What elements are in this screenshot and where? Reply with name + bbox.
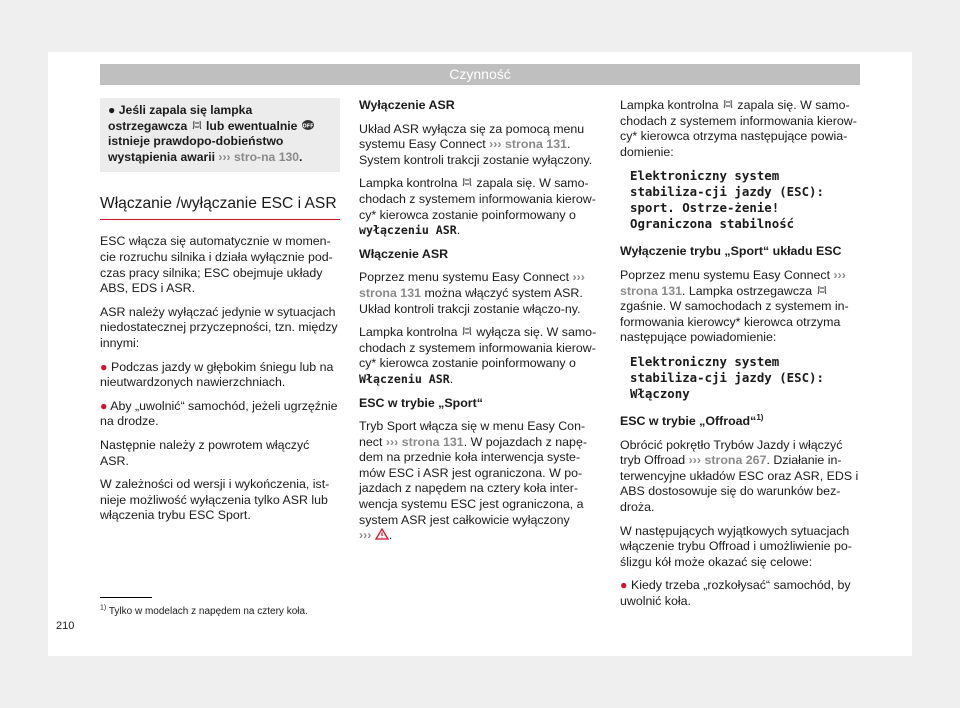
note-ref-arrows[interactable]: ››› [218, 149, 231, 164]
footnote-text: Tylko w modelach z napędem na cztery koła. [108, 606, 308, 617]
paragraph [620, 438, 860, 516]
paragraph: W następujących wyjątkowych sytuacjach włączenie trybu Offroad i umożliwienie po-ślizgu kół może okazać się celowe: [620, 523, 852, 569]
esc-warning-lamp-icon [461, 176, 473, 188]
column-3 [620, 98, 860, 617]
text: można włączyć system ASR. Układ kontroli trakcji zostanie włączo-ny. [359, 285, 583, 316]
bullet-text: Aby „uwolnić“ samochód, jeżeli ugrzęźnie na drodze. [100, 398, 338, 429]
text: zapala się. W samo-chodach z systemem informowania kierow-cy* kierowca zostanie poinformowany o [359, 176, 596, 222]
text: zgaśnie. W samochodach z systemem in-formowania kierowcy* kierowca otrzyma następujące powiadomienie: [620, 299, 849, 345]
esc-warning-lamp-icon [816, 284, 828, 296]
text: . Lampka ostrzegawcza [681, 283, 813, 298]
text: Obrócić pokrętło Trybów Jazdy i włączyć tryb Offroad [620, 437, 843, 468]
esc-warning-lamp-icon [461, 325, 473, 337]
esc-off-lamp-icon [301, 119, 315, 131]
text: zapala się. W samo-chodach z systemem informowania kierow-cy* kierowca otrzyma następujące powia-domienie: [620, 98, 857, 159]
text: ESC w trybie „Offroad“ [620, 413, 757, 428]
paragraph: ESC włącza się automatycznie w momen-cie rozruchu silnika i działa wyłącznie pod-czas pracy silnika; ESC obejmuje układy ABS, EDS i ASR. [100, 234, 333, 296]
warning-note-box [100, 98, 340, 172]
page-ref-link[interactable]: ››› strona 131 [620, 267, 846, 298]
display-message: Włączeniu ASR [359, 371, 450, 386]
svg-text:OFF: OFF [302, 123, 314, 130]
text: wyłącza się. W samo-chodach z systemem informowania kierow-cy* kierowca zostanie poinformowany o [359, 325, 597, 371]
warning-ref-arrows[interactable]: ››› [359, 528, 372, 543]
paragraph [359, 419, 599, 544]
display-message: wyłączeniu ASR [359, 223, 457, 238]
text: Poprzez menu systemu Easy Connect [620, 267, 831, 282]
subheading: ESC w trybie „Sport“ [359, 395, 483, 410]
bullet-item [100, 360, 340, 391]
paragraph [620, 98, 860, 160]
display-message-block: Elektroniczny system stabiliza-cji jazdy (ESC): sport. Ostrze-żenie! Ograniczona stabilność [630, 168, 824, 232]
text: Lampka kontrolna [359, 325, 458, 340]
text: Lampka kontrolna [620, 98, 719, 112]
text: Tryb Sport włącza się w menu Easy Con-nect [359, 419, 586, 449]
bullet-icon: ● [620, 578, 628, 593]
bullet-item [620, 578, 860, 609]
bullet-icon: ● [100, 398, 108, 413]
subheading: Wyłączenie ASR [359, 98, 455, 112]
paragraph [359, 325, 599, 387]
bullet-item [100, 399, 340, 430]
page-number: 210 [56, 620, 75, 632]
note-text-2: lub ewentualnie [206, 118, 298, 133]
text: . W pojazdach z napę-dem na przednie koła interwencja syste-mów ESC i ASR jest ograniczona. W po-jazdach z napędem na cztery koła inter-wencja systemu ESC jest ograniczona, a system ASR jest całkowicie wyłączony [359, 434, 587, 527]
note-bullet: ● [108, 103, 116, 117]
note-text-3: istnieje prawdopo-dobieństwo wystąpienia awarii [108, 134, 284, 164]
text: . System kontroli trakcji zostanie wyłączony. [359, 137, 593, 167]
footnote-marker: 1) [756, 412, 764, 422]
footnote-mark: 1) [100, 604, 107, 612]
bullet-text: Podczas jazdy w głębokim śniegu lub na nieutwardzonych nawierzchniach. [100, 359, 334, 390]
subheading: Wyłączenie trybu „Sport“ układu ESC [620, 244, 842, 259]
bullet-text: Kiedy trzeba „rozkołysać“ samochód, by uwolnić koła. [620, 578, 851, 608]
text: Lampka kontrolna [359, 176, 458, 191]
paragraph: Następnie należy z powrotem włączyć ASR. [100, 437, 310, 468]
text: . [388, 528, 393, 543]
text: Poprzez menu systemu Easy Connect [359, 270, 570, 285]
bullet-icon: ● [100, 359, 108, 374]
text: . Działanie in-terwencyjne układów ESC oraz ASR, EDS i ABS dostosowuje się do warunków bez-droża. [620, 453, 859, 514]
section-heading: Włączanie /wyłączanie ESC i ASR [100, 194, 340, 220]
note-text-1: Jeśli zapala się lampka ostrzegawcza [108, 103, 253, 133]
subheading [620, 414, 860, 430]
subheading: Włączenie ASR [359, 246, 449, 261]
page-ref-link[interactable]: ››› strona 131 [385, 434, 464, 449]
note-ref-link[interactable]: stro-na 130 [234, 149, 300, 164]
page-ref-link[interactable]: ››› strona 267 [688, 453, 767, 468]
paragraph: W zależności od wersji i wykończenia, ist-nieje możliwość wyłączenia tylko ASR lub włączenia trybu ESC Sport. [100, 477, 330, 523]
note-end: . [299, 149, 303, 164]
paragraph: ASR należy wyłączać jedynie w sytuacjach niedostatecznej przyczepności, tzn. między innymi: [100, 304, 338, 350]
footnote [100, 605, 308, 618]
footnote-divider [100, 597, 152, 598]
column-1 [100, 98, 340, 532]
text: . [456, 223, 461, 238]
page-ref-link[interactable]: ››› strona 131 [489, 137, 567, 152]
text: Układ ASR wyłącza się za pomocą menu systemu Easy Connect [359, 121, 585, 152]
page-ref-link[interactable]: ››› strona 131 [359, 270, 585, 300]
esc-warning-lamp-icon [191, 119, 203, 131]
paragraph [359, 270, 599, 317]
display-message-block: Elektroniczny system stabiliza-cji jazdy (ESC): Włączony [630, 353, 824, 401]
paragraph [359, 122, 599, 169]
column-2 [359, 98, 599, 552]
esc-warning-lamp-icon [722, 98, 734, 110]
text: . [449, 371, 454, 386]
warning-triangle-icon[interactable] [375, 528, 389, 540]
page-header: Czynność [100, 64, 860, 85]
paragraph [359, 176, 599, 238]
paragraph [620, 268, 860, 346]
